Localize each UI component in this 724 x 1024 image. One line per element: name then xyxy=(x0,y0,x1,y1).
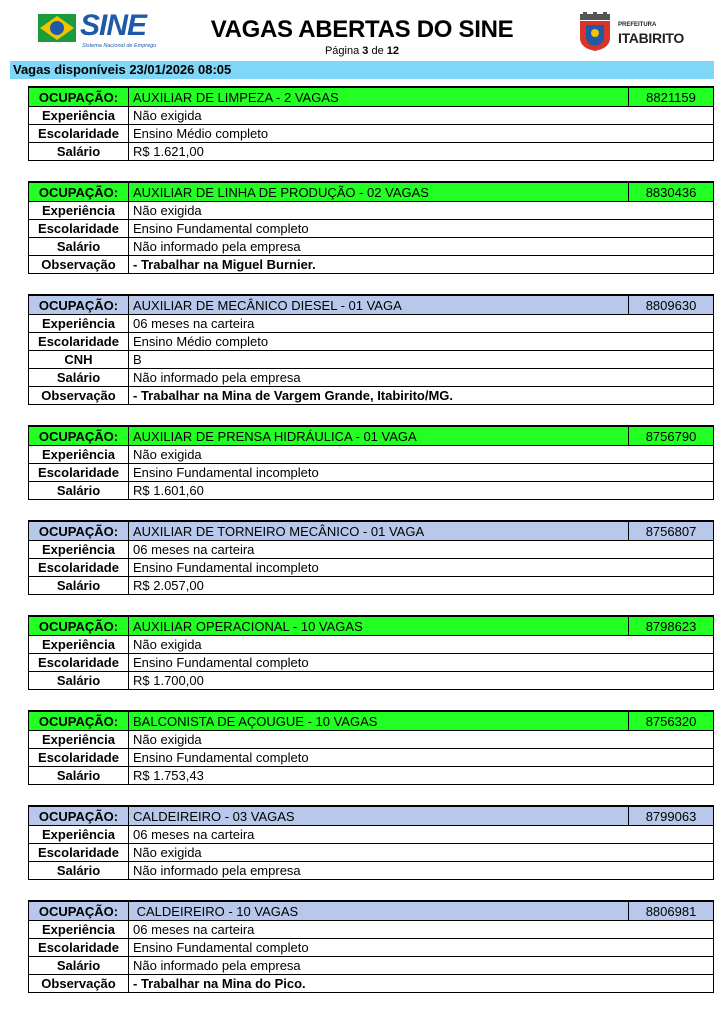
job-detail-row xyxy=(29,333,714,351)
prefeitura-name: ITABIRITO xyxy=(618,30,685,46)
job-card xyxy=(28,805,714,880)
job-detail-row xyxy=(29,464,714,482)
occupation-title: AUXILIAR OPERACIONAL - 10 VAGAS xyxy=(129,616,629,636)
detail-value: Não informado pela empresa xyxy=(129,369,714,387)
detail-value: 06 meses na carteira xyxy=(129,826,714,844)
occupation-label: OCUPAÇÃO: xyxy=(29,806,129,826)
job-card xyxy=(28,900,714,993)
detail-value: Ensino Fundamental completo xyxy=(129,654,714,672)
prefeitura-label: PREFEITURA xyxy=(618,22,657,28)
detail-value: Não informado pela empresa xyxy=(129,862,714,880)
job-code: 8809630 xyxy=(629,295,714,315)
job-code: 8806981 xyxy=(629,901,714,921)
detail-value: - Trabalhar na Miguel Burnier. xyxy=(129,256,714,274)
detail-label: Experiência xyxy=(29,107,129,125)
detail-label: Observação xyxy=(29,256,129,274)
detail-label: Escolaridade xyxy=(29,464,129,482)
job-detail-row xyxy=(29,446,714,464)
job-detail-row xyxy=(29,351,714,369)
occupation-label: OCUPAÇÃO: xyxy=(29,87,129,107)
detail-label: Escolaridade xyxy=(29,844,129,862)
job-card xyxy=(28,86,714,161)
page-current: 3 xyxy=(362,45,369,57)
detail-value: Não exigida xyxy=(129,636,714,654)
detail-label: Salário xyxy=(29,862,129,880)
job-detail-row xyxy=(29,315,714,333)
detail-label: Observação xyxy=(29,975,129,993)
detail-label: Escolaridade xyxy=(29,559,129,577)
job-detail-row xyxy=(29,844,714,862)
occupation-title: CALDEIREIRO - 03 VAGAS xyxy=(129,806,629,826)
job-detail-row xyxy=(29,541,714,559)
job-occupation-row xyxy=(29,901,714,921)
detail-value: - Trabalhar na Mina de Vargem Grande, Itabirito/MG. xyxy=(129,387,714,405)
job-detail-row xyxy=(29,482,714,500)
job-code: 8799063 xyxy=(629,806,714,826)
page-prefix: Página xyxy=(324,45,360,57)
job-code: 8798623 xyxy=(629,616,714,636)
prefeitura-logo xyxy=(576,12,691,52)
detail-value: Ensino Fundamental completo xyxy=(129,939,714,957)
detail-value: Não exigida xyxy=(129,202,714,220)
detail-value: Ensino Fundamental incompleto xyxy=(129,464,714,482)
job-detail-row xyxy=(29,577,714,595)
detail-label: Escolaridade xyxy=(29,749,129,767)
page-total: 12 xyxy=(386,45,400,57)
job-detail-row xyxy=(29,921,714,939)
job-code: 8756790 xyxy=(629,426,714,446)
detail-label: Salário xyxy=(29,143,129,161)
occupation-title: AUXILIAR DE LINHA DE PRODUÇÃO - 02 VAGAS xyxy=(129,182,629,202)
job-occupation-row xyxy=(29,87,714,107)
detail-label: Observação xyxy=(29,387,129,405)
job-detail-row xyxy=(29,387,714,405)
page-header xyxy=(0,0,724,60)
detail-value: R$ 1.753,43 xyxy=(129,767,714,785)
job-card xyxy=(28,615,714,690)
job-detail-row xyxy=(29,256,714,274)
job-card xyxy=(28,425,714,500)
job-detail-row xyxy=(29,559,714,577)
detail-label: Salário xyxy=(29,672,129,690)
detail-value: Ensino Médio completo xyxy=(129,333,714,351)
job-occupation-row xyxy=(29,521,714,541)
job-code: 8830436 xyxy=(629,182,714,202)
job-detail-row xyxy=(29,826,714,844)
job-detail-row xyxy=(29,957,714,975)
job-detail-row xyxy=(29,238,714,256)
job-detail-row xyxy=(29,202,714,220)
occupation-title: AUXILIAR DE LIMPEZA - 2 VAGAS xyxy=(129,87,629,107)
detail-value: 06 meses na carteira xyxy=(129,315,714,333)
detail-value: Não exigida xyxy=(129,731,714,749)
detail-value: R$ 1.700,00 xyxy=(129,672,714,690)
page-title: VAGAS ABERTAS DO SINE xyxy=(210,16,514,43)
job-detail-row xyxy=(29,369,714,387)
detail-label: Salário xyxy=(29,482,129,500)
detail-label: Escolaridade xyxy=(29,125,129,143)
detail-label: Salário xyxy=(29,577,129,595)
detail-label: Experiência xyxy=(29,315,129,333)
job-detail-row xyxy=(29,143,714,161)
detail-label: Experiência xyxy=(29,202,129,220)
job-code: 8756807 xyxy=(629,521,714,541)
job-occupation-row xyxy=(29,806,714,826)
job-occupation-row xyxy=(29,182,714,202)
job-detail-row xyxy=(29,767,714,785)
detail-value: R$ 2.057,00 xyxy=(129,577,714,595)
detail-label: CNH xyxy=(29,351,129,369)
detail-label: Escolaridade xyxy=(29,220,129,238)
sine-logo-text: SINE xyxy=(80,9,147,42)
occupation-label: OCUPAÇÃO: xyxy=(29,901,129,921)
detail-value: 06 meses na carteira xyxy=(129,921,714,939)
detail-value: Não informado pela empresa xyxy=(129,238,714,256)
job-card xyxy=(28,710,714,785)
detail-label: Escolaridade xyxy=(29,939,129,957)
job-detail-row xyxy=(29,654,714,672)
availability-date-bar: Vagas disponíveis 23/01/2026 08:05 xyxy=(10,61,714,79)
occupation-title: AUXILIAR DE TORNEIRO MECÂNICO - 01 VAGA xyxy=(129,521,629,541)
job-card xyxy=(28,294,714,405)
detail-value: Não exigida xyxy=(129,844,714,862)
detail-value: Não exigida xyxy=(129,107,714,125)
job-code: 8821159 xyxy=(629,87,714,107)
job-occupation-row xyxy=(29,616,714,636)
job-occupation-row xyxy=(29,711,714,731)
job-detail-row xyxy=(29,749,714,767)
detail-value: B xyxy=(129,351,714,369)
detail-value: - Trabalhar na Mina do Pico. xyxy=(129,975,714,993)
detail-value: Ensino Médio completo xyxy=(129,125,714,143)
occupation-title: BALCONISTA DE AÇOUGUE - 10 VAGAS xyxy=(129,711,629,731)
occupation-label: OCUPAÇÃO: xyxy=(29,182,129,202)
detail-value: Não exigida xyxy=(129,446,714,464)
job-card xyxy=(28,520,714,595)
occupation-title: AUXILIAR DE MECÂNICO DIESEL - 01 VAGA xyxy=(129,295,629,315)
detail-label: Experiência xyxy=(29,541,129,559)
sine-logo-subtitle: Sistema Nacional de Emprego xyxy=(82,43,157,49)
job-occupation-row xyxy=(29,426,714,446)
detail-value: Ensino Fundamental completo xyxy=(129,749,714,767)
detail-label: Escolaridade xyxy=(29,333,129,351)
occupation-label: OCUPAÇÃO: xyxy=(29,521,129,541)
occupation-label: OCUPAÇÃO: xyxy=(29,295,129,315)
detail-label: Experiência xyxy=(29,826,129,844)
detail-value: Ensino Fundamental completo xyxy=(129,220,714,238)
job-detail-row xyxy=(29,125,714,143)
detail-value: R$ 1.621,00 xyxy=(129,143,714,161)
occupation-title: CALDEIREIRO - 10 VAGAS xyxy=(129,901,629,921)
detail-label: Salário xyxy=(29,767,129,785)
job-detail-row xyxy=(29,636,714,654)
detail-value: Ensino Fundamental incompleto xyxy=(129,559,714,577)
detail-value: 06 meses na carteira xyxy=(129,541,714,559)
occupation-title: AUXILIAR DE PRENSA HIDRÁULICA - 01 VAGA xyxy=(129,426,629,446)
occupation-label: OCUPAÇÃO: xyxy=(29,426,129,446)
detail-label: Experiência xyxy=(29,446,129,464)
occupation-label: OCUPAÇÃO: xyxy=(29,616,129,636)
detail-label: Experiência xyxy=(29,921,129,939)
detail-label: Salário xyxy=(29,369,129,387)
job-detail-row xyxy=(29,220,714,238)
job-occupation-row xyxy=(29,295,714,315)
detail-value: Não informado pela empresa xyxy=(129,957,714,975)
crest-icon xyxy=(576,12,614,52)
detail-label: Experiência xyxy=(29,731,129,749)
detail-value: R$ 1.601,60 xyxy=(129,482,714,500)
job-detail-row xyxy=(29,731,714,749)
job-detail-row xyxy=(29,672,714,690)
job-detail-row xyxy=(29,107,714,125)
detail-label: Salário xyxy=(29,238,129,256)
job-code: 8756320 xyxy=(629,711,714,731)
detail-label: Salário xyxy=(29,957,129,975)
detail-label: Escolaridade xyxy=(29,654,129,672)
job-list xyxy=(28,86,714,1013)
detail-label: Experiência xyxy=(29,636,129,654)
job-detail-row xyxy=(29,975,714,993)
job-detail-row xyxy=(29,939,714,957)
occupation-label: OCUPAÇÃO: xyxy=(29,711,129,731)
job-card xyxy=(28,181,714,274)
job-detail-row xyxy=(29,862,714,880)
page-of: de xyxy=(371,45,384,57)
